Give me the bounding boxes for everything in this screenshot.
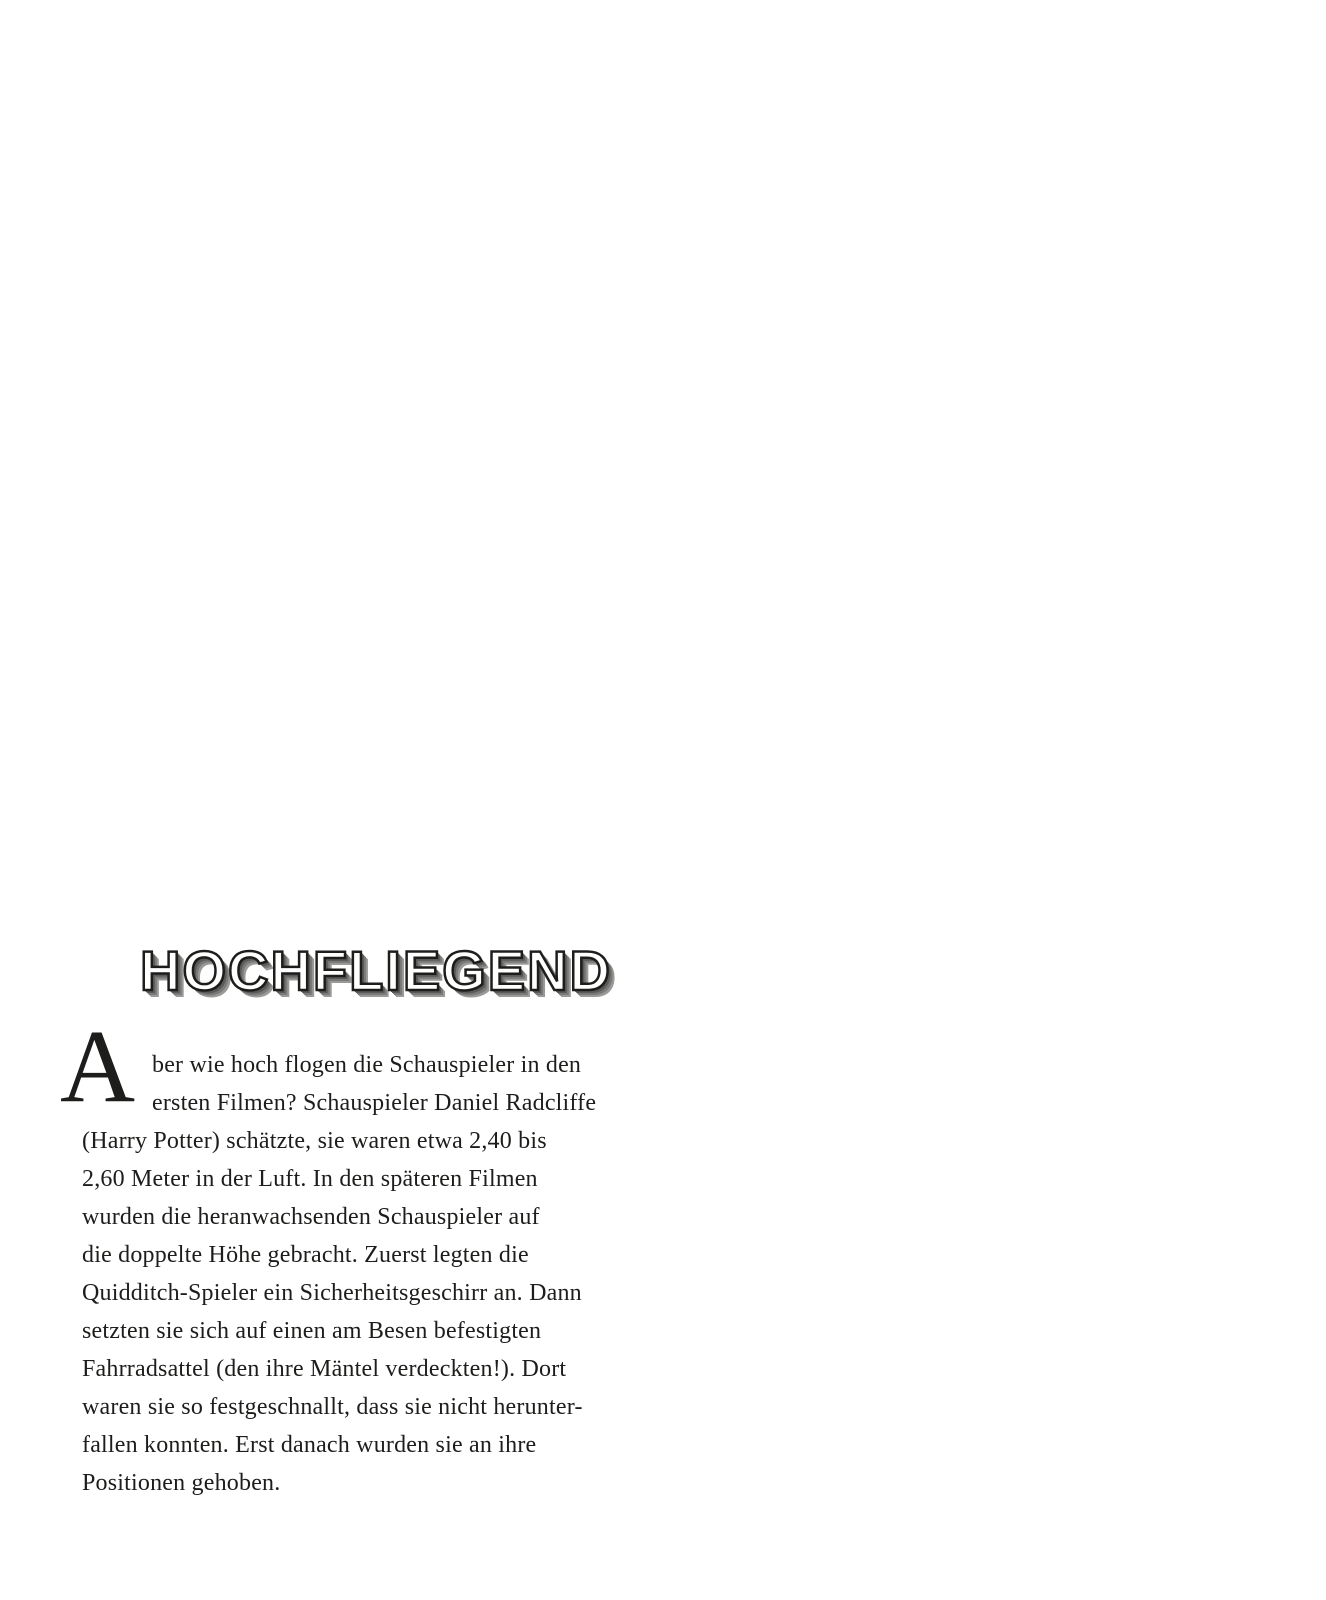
paragraph-line: die doppelte Höhe gebracht. Zuerst legten die	[82, 1242, 529, 1268]
paragraph-line: 2,60 Meter in der Luft. In den späteren Filmen	[82, 1166, 538, 1192]
paragraph-line: waren sie so festgeschnallt, dass sie nicht herunter-	[82, 1394, 583, 1420]
paragraph-line: ber wie hoch flogen die Schauspieler in den	[152, 1052, 582, 1078]
section-heading: HOCHFLIEGEND	[140, 939, 612, 1002]
paragraph-line: (Harry Potter) schätzte, sie waren etwa 2,40 bis	[82, 1128, 547, 1154]
body-paragraph	[82, 1046, 642, 1502]
paragraph-line: fallen konnten. Erst danach wurden sie an ihre	[82, 1432, 537, 1458]
paragraph-line: wurden die heranwachsenden Schauspieler auf	[82, 1204, 540, 1230]
paragraph-line: Positionen gehoben.	[82, 1470, 281, 1496]
paragraph-line: Quidditch-Spieler ein Sicherheitsgeschirr an. Dann	[82, 1280, 582, 1306]
paragraph-line: Fahrradsattel (den ihre Mäntel verdeckten!). Dort	[82, 1356, 567, 1382]
paragraph-line: ersten Filmen? Schauspieler Daniel Radcliffe	[152, 1090, 597, 1116]
drop-cap-letter: A	[60, 1009, 136, 1124]
paragraph-line: setzten sie sich auf einen am Besen befestigten	[82, 1318, 542, 1344]
